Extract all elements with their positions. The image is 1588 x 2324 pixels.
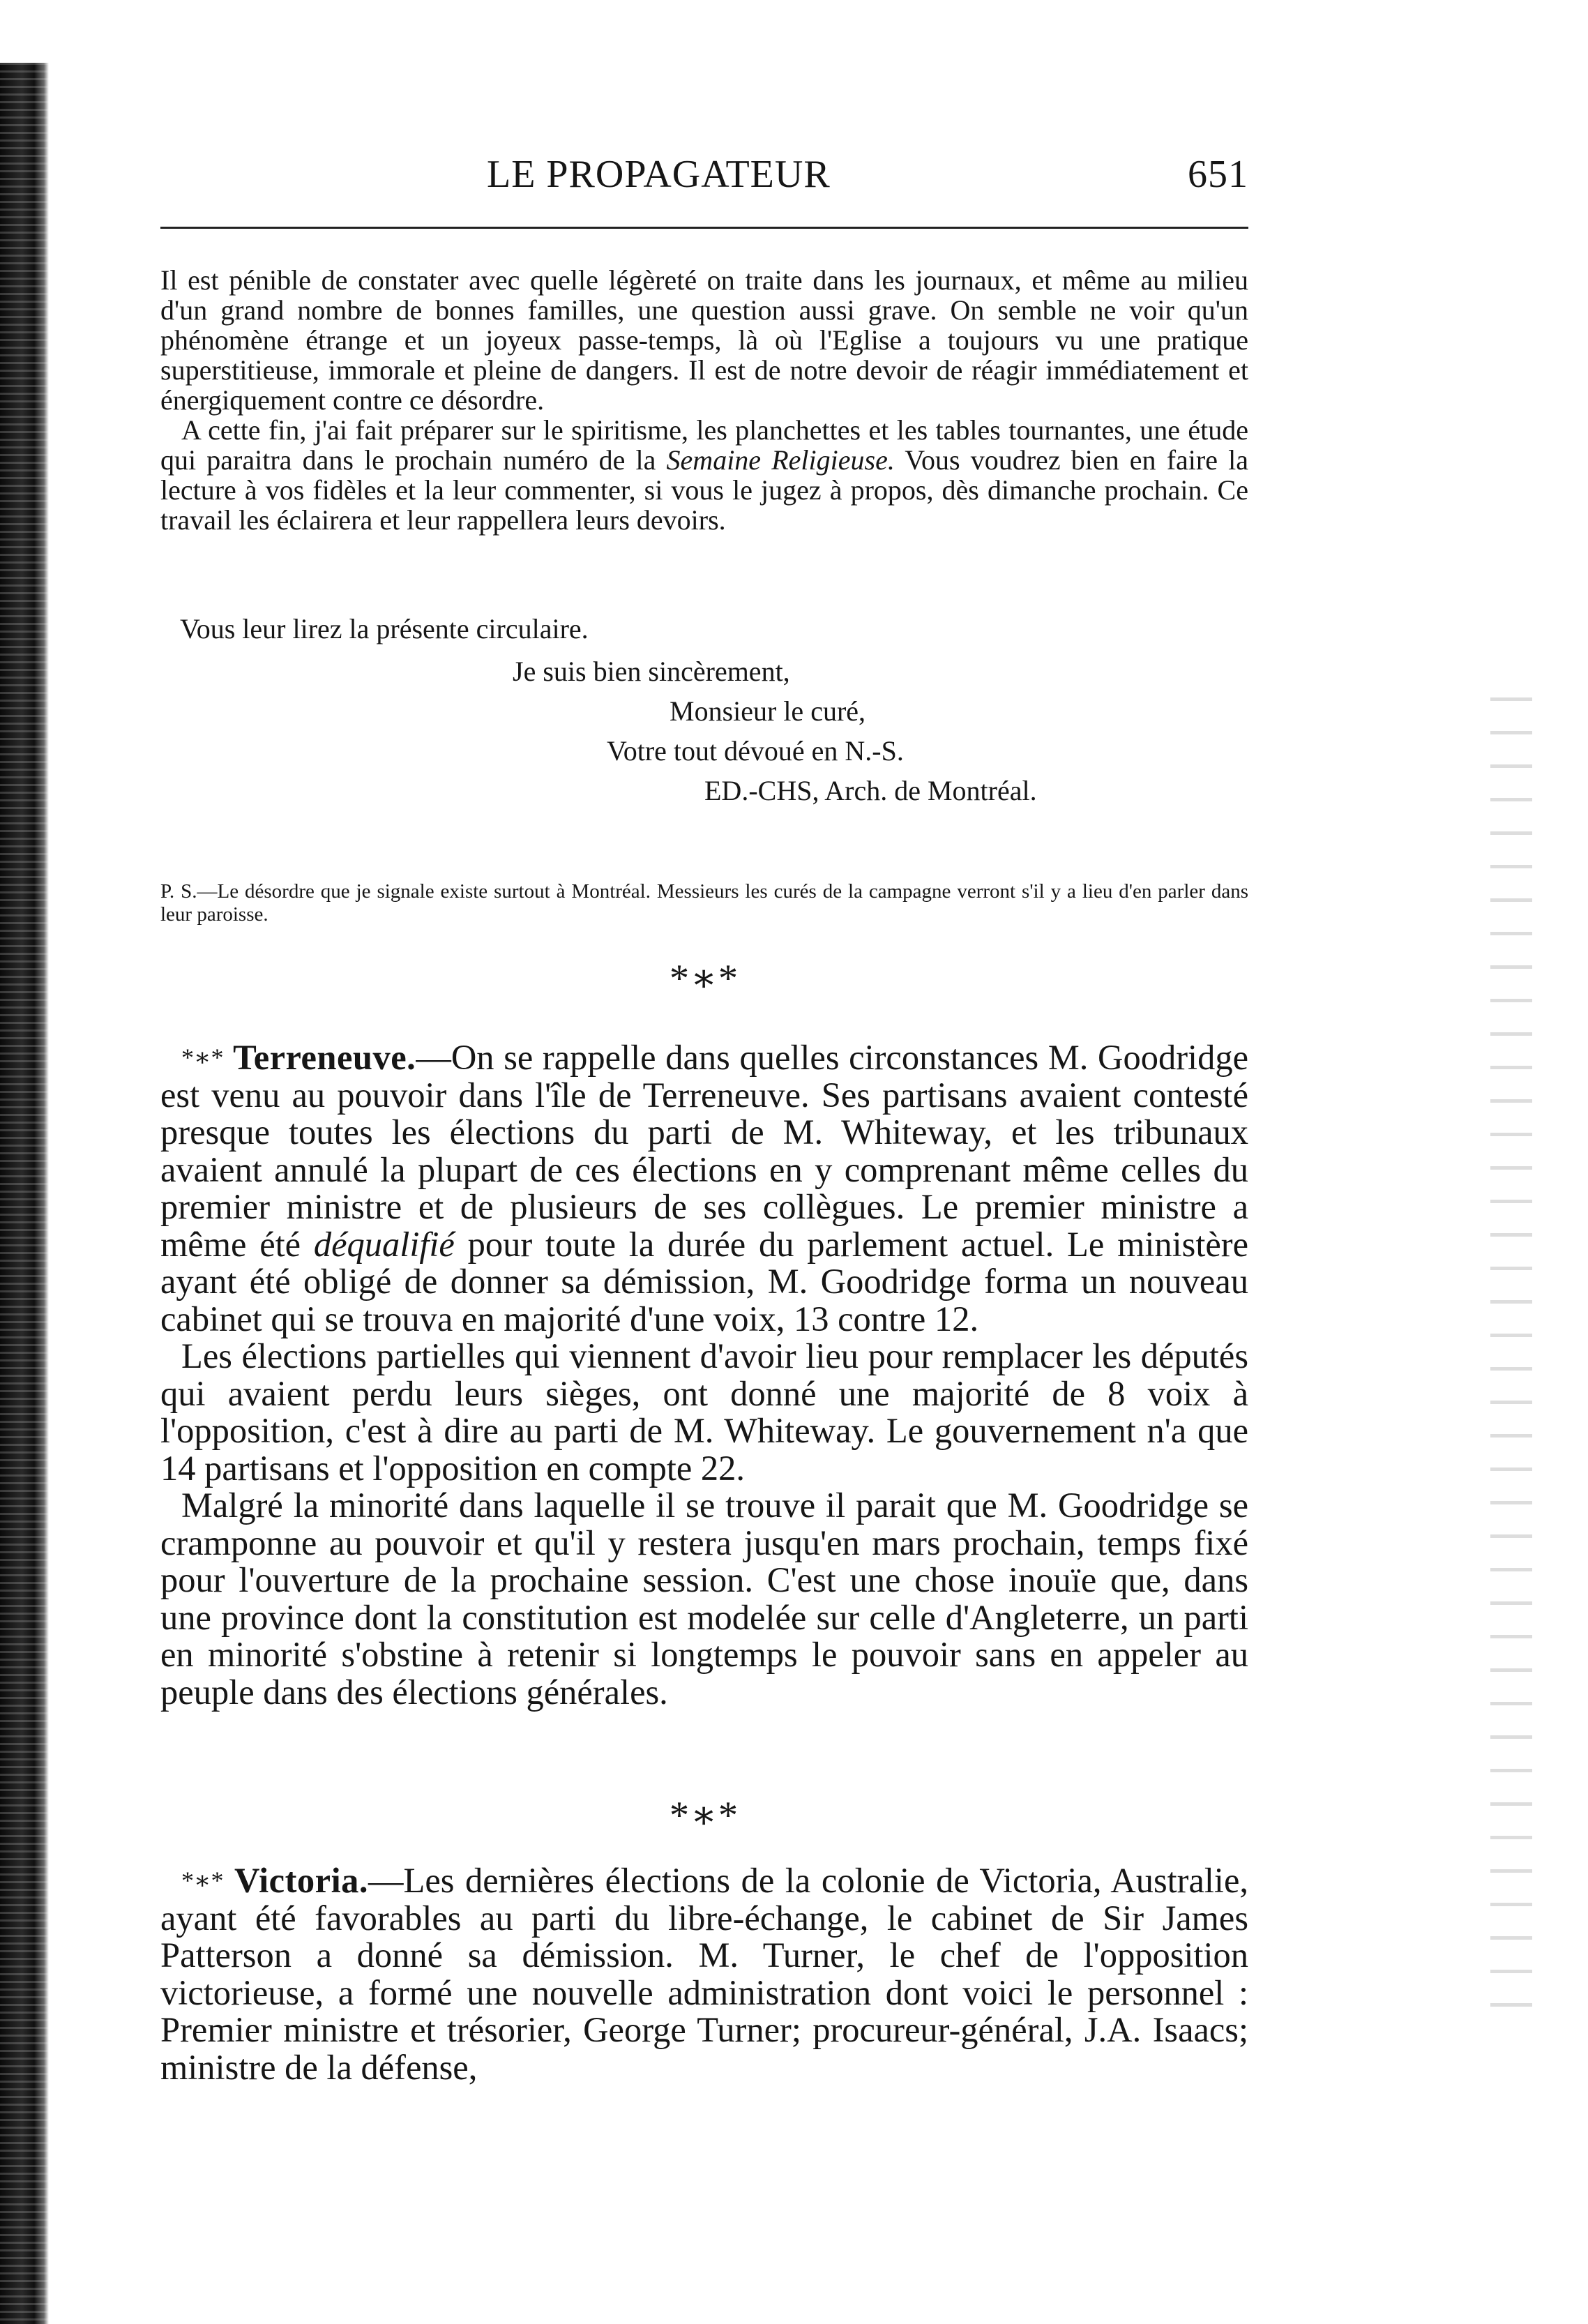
letter-paragraph: A cette fin, j'ai fait préparer sur le spiritisme, les planchettes et les tables tournantes, une étude qui paraitra dans le prochain numéro de la Semaine Religieuse. Vous voudrez bien en faire la lecture à vos fidèles et la leur commenter, si vous le jugez à propos, dès dimanche prochain. Ce travail les éclairera et leur rappellera leurs devoirs. [160, 414, 1248, 536]
page-number: 651 [1188, 153, 1248, 196]
article-paragraph: Malgré la minorité dans laquelle il se trouve il parait que M. Goodridge se cramponne au pouvoir et qu'il y restera jusqu'en mars prochain, temps fixé pour l'ouverture de la prochaine session. C'est une chose inouïe que, dans une province dont la constitution est modelée sur celle d'Angleterre, un parti en minorité s'obstine à retenir si longtemps le pouvoir sans en appeler au peuple dans des élections générales. [160, 1486, 1248, 1712]
publication-title: Semaine Religieuse. [666, 444, 895, 476]
running-title: LE PROPAGATEUR [487, 153, 831, 196]
section-marker: *∗* [181, 1866, 224, 1894]
closing-line: Votre tout dévoué en N.-S. [607, 735, 904, 767]
letter-closing [160, 614, 1248, 806]
section-separator: *∗* [669, 957, 740, 1000]
section-marker: *∗* [181, 1043, 224, 1071]
article-paragraph: Les élections partielles qui viennent d'avoir lieu pour remplacer les députés qui avaient perdu leurs sièges, ont donné une majorité de 8 voix à l'opposition, c'est à dire au parti de M. Whiteway. Le gouvernement n'a que 14 partisans et l'opposition en compte 22. [160, 1336, 1248, 1488]
closing-line: Monsieur le curé, [670, 695, 866, 727]
letter-body [160, 265, 1248, 535]
article-victoria [160, 1862, 1248, 2086]
book-binding-edge [0, 63, 49, 2324]
header-rule [160, 227, 1248, 229]
article-paragraph: *∗* Terreneuve.—On se rappelle dans quelles circonstances M. Goodridge est venu au pouvoir dans l'île de Terreneuve. Ses partisans avaient contesté presque toutes les élections du parti de M. Whiteway, et les tribunaux avaient annulé la plupart de ces élections en y comprenant même celles du premier ministre et de plusieurs de ses collègues. Le premier ministre a même été déqualifié pour toute la durée du parlement actuel. Le ministère ayant été obligé de donner sa démission, M. Goodridge forma un nouveau cabinet qui se trouva en majorité d'une voix, 13 contre 12. [160, 1038, 1249, 1338]
article-heading: Victoria. [234, 1861, 368, 1900]
signature: ED.-CHS, Arch. de Montréal. [704, 775, 1037, 806]
article-paragraph: *∗* Victoria.—Les dernières élections de la colonie de Victoria, Australie, ayant été favorables au parti du libre-échange, le cabinet de Sir James Patterson a donné sa démission. M. Turner, le chef de l'opposition victorieuse, a formé une nouvelle administration dont voici le personnel : Premier ministre et trésorier, George Turner; procureur-général, J.A. Isaacs; ministre de la défense, [160, 1861, 1248, 2087]
letter-paragraph: Il est pénible de constater avec quelle légèreté on traite dans les journaux, et même au milieu d'un grand nombre de bonnes familles, une question aussi grave. On semble ne voir qu'un phénomène étrange et un joyeux passe-temps, là où l'Eglise a toujours vu une pratique superstitieuse, immorale et pleine de dangers. Il est de notre devoir de réagir immédiatement et énergiquement contre ce désordre. [160, 264, 1248, 416]
section-separator: *∗* [669, 1794, 740, 1837]
closing-line: Je suis bien sincèrement, [513, 656, 790, 687]
running-header [160, 152, 1248, 201]
scan-noise [1490, 697, 1532, 2023]
article-heading: Terreneuve. [233, 1038, 416, 1077]
postscript: P. S.—Le désordre que je signale existe surtout à Montréal. Messieurs les curés de la campagne verront s'il y a lieu d'en parler dans leur paroisse. [160, 880, 1248, 926]
read-instruction: Vous leur lirez la présente circulaire. [180, 613, 589, 644]
article-terreneuve [160, 1039, 1248, 1711]
